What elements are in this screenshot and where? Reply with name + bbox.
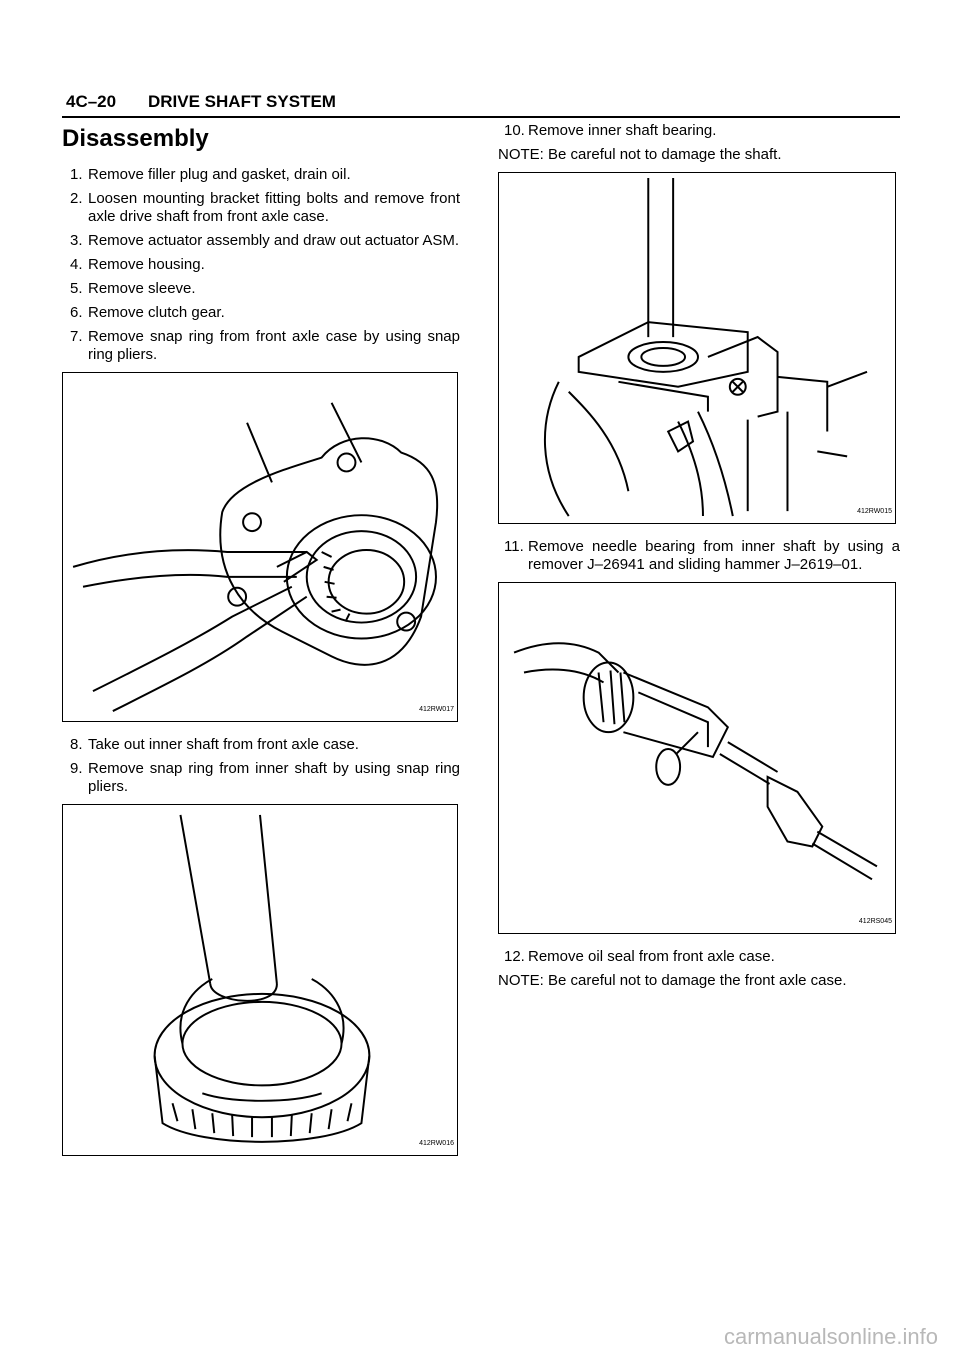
step-text: Remove snap ring from inner shaft by using snap ring pliers. — [88, 760, 460, 795]
step-number: 3. — [70, 232, 83, 249]
step-5 — [62, 280, 460, 298]
figure-snap-ring-pliers-case — [62, 372, 458, 722]
step-number: 7. — [70, 328, 83, 345]
step-4 — [62, 256, 460, 274]
figure-inner-shaft-bearing — [498, 172, 896, 524]
disassembly-heading: Disassembly — [62, 125, 209, 152]
step-number: 9. — [70, 760, 83, 777]
figure-code: 412RS045 — [858, 918, 892, 925]
watermark-brand: carmanualsonline.info — [723, 1324, 938, 1349]
step-number: 12. — [504, 948, 525, 965]
figure-code: 412RW017 — [419, 706, 454, 713]
step-number: 10. — [504, 122, 525, 139]
step-number: 4. — [70, 256, 83, 273]
step-text: Remove sleeve. — [88, 280, 196, 297]
step-number: 2. — [70, 190, 83, 207]
step-12 — [498, 948, 900, 966]
page-header — [62, 88, 900, 118]
step-text: Remove clutch gear. — [88, 304, 225, 321]
step-3 — [62, 232, 460, 250]
step-text: Remove needle bearing from inner shaft by using a remover J–26941 and sliding hammer J–2619–01. — [528, 538, 900, 573]
left-column — [62, 122, 460, 1170]
step-10 — [498, 122, 900, 140]
figure-code: 412RW016 — [419, 1140, 454, 1147]
step-text: Remove filler plug and gasket, drain oil. — [88, 166, 351, 183]
note-shaft: NOTE: Be careful not to damage the shaft. — [498, 146, 782, 163]
figure-inner-shaft-snap-ring — [62, 804, 458, 1156]
sliding-hammer-illustration — [499, 583, 895, 933]
snap-ring-pliers-illustration — [63, 373, 457, 721]
step-number: 1. — [70, 166, 83, 183]
page-number: 4C–20 — [66, 92, 117, 111]
step-text: Remove snap ring from front axle case by using snap ring pliers. — [88, 328, 460, 363]
figure-code: 412RW015 — [857, 508, 892, 515]
inner-shaft-illustration — [63, 805, 457, 1155]
step-11 — [498, 538, 900, 574]
step-text: Remove actuator assembly and draw out actuator ASM. — [88, 232, 460, 249]
note-axle-case: NOTE: Be careful not to damage the front axle case. — [498, 972, 847, 989]
step-2 — [62, 190, 460, 226]
figure-needle-bearing-remover — [498, 582, 896, 934]
right-column — [498, 122, 900, 996]
step-1 — [62, 166, 460, 184]
step-text: Take out inner shaft from front axle case. — [88, 736, 359, 753]
step-7 — [62, 328, 460, 364]
section-title: DRIVE SHAFT SYSTEM — [148, 92, 336, 111]
step-number: 6. — [70, 304, 83, 321]
step-number: 8. — [70, 736, 83, 753]
step-8 — [62, 736, 460, 754]
step-text: Remove oil seal from front axle case. — [528, 948, 775, 965]
step-text: Loosen mounting bracket fitting bolts and remove front axle drive shaft from front axle case. — [88, 190, 460, 225]
step-number: 5. — [70, 280, 83, 297]
bearing-press-illustration — [499, 173, 895, 523]
step-text: Remove housing. — [88, 256, 205, 273]
step-text: Remove inner shaft bearing. — [528, 122, 717, 139]
step-number: 11. — [504, 538, 524, 555]
step-9 — [62, 760, 460, 796]
step-6 — [62, 304, 460, 322]
